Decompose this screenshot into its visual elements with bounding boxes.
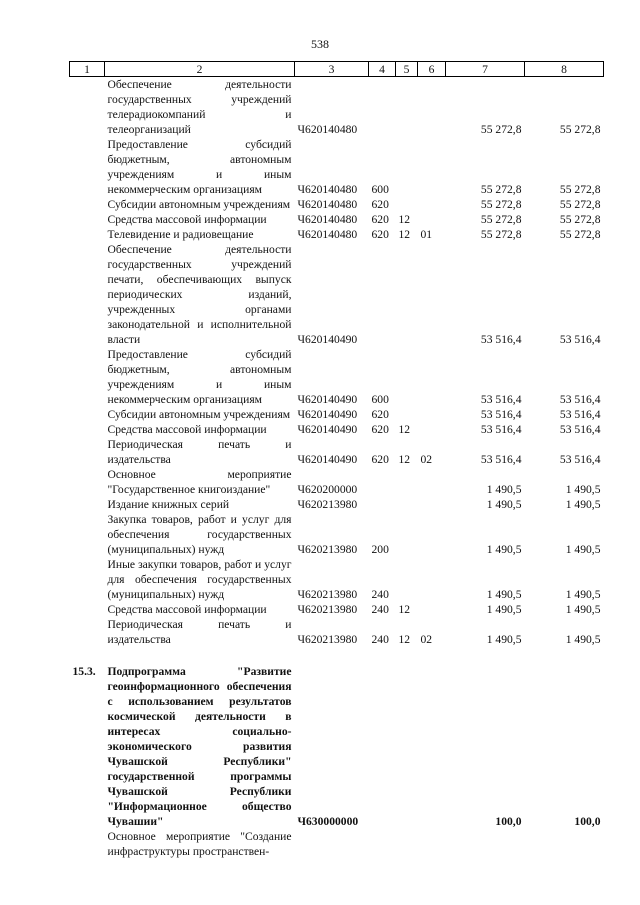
header-col-7: 7: [446, 62, 525, 77]
row-code: [295, 829, 369, 859]
table-row: [70, 512, 604, 557]
table-row: [70, 227, 604, 242]
table-row: [70, 197, 604, 212]
row-value-8: 53 516,4: [559, 453, 601, 466]
row-code: Ч630000000: [297, 815, 359, 828]
row-col-6: [418, 422, 446, 437]
row-col-5: [396, 197, 418, 212]
header-col-4: 4: [369, 62, 396, 77]
row-value-8: 1 490,5: [565, 603, 601, 616]
row-col-5: [396, 77, 418, 138]
row-col-6: [418, 242, 446, 347]
row-value-7: 1 490,5: [486, 498, 522, 511]
row-code: Ч620140480: [297, 213, 358, 226]
row-col-4: [369, 242, 396, 347]
row-code: Ч620200000: [297, 483, 358, 496]
row-col-5: 12: [398, 603, 411, 616]
table-row: [70, 664, 604, 829]
row-col-6: [418, 77, 446, 138]
row-number: [70, 437, 105, 467]
row-col-5: [396, 407, 418, 422]
row-number: [70, 829, 105, 859]
row-value-8: 53 516,4: [559, 333, 601, 346]
row-col-5: [396, 664, 418, 829]
table-row: [70, 77, 604, 138]
row-col-5: 12: [398, 423, 411, 436]
row-col-4: 240: [371, 603, 389, 616]
row-code: Ч620140490: [297, 393, 358, 406]
row-number: [70, 242, 105, 347]
row-code: Ч620213980: [297, 543, 358, 556]
row-col-5: [396, 829, 418, 859]
row-value-7: 55 272,8: [480, 123, 522, 136]
row-col-5: [396, 347, 418, 407]
row-col-4: [369, 829, 396, 859]
row-value-7: 53 516,4: [480, 453, 522, 466]
row-code: Ч620213980: [297, 588, 358, 601]
table-row: [70, 829, 604, 859]
row-number: [70, 422, 105, 437]
row-col-5: [396, 137, 418, 197]
row-code: Ч620140490: [297, 408, 358, 421]
header-col-6: 6: [418, 62, 446, 77]
row-name: Обеспечение деятельности государственных учреждений печати, обеспечивающих выпуск периодических изданий, учрежденных органами законодательной и исполнительной власти: [107, 243, 292, 346]
table-body: [70, 77, 604, 860]
spacer-cell: [70, 647, 604, 664]
row-col-4: 620: [371, 213, 389, 226]
row-col-5: [396, 512, 418, 557]
row-number: [70, 212, 105, 227]
header-col-1: 1: [70, 62, 105, 77]
row-name: Периодическая печать и издательства: [107, 618, 292, 646]
row-number: [70, 227, 105, 242]
row-col-6: [418, 197, 446, 212]
row-number: [70, 197, 105, 212]
row-value-8: 53 516,4: [559, 393, 601, 406]
row-name: Предоставление субсидий бюджетным, автономным учреждениям и иным некоммерческим организациям: [107, 138, 292, 196]
row-value-8: 53 516,4: [559, 423, 601, 436]
row-value-7: 55 272,8: [480, 198, 522, 211]
table-row: [70, 137, 604, 197]
table-row: [70, 437, 604, 467]
row-col-4: 600: [371, 183, 389, 196]
row-col-4: 620: [371, 228, 389, 241]
row-value-7: 55 272,8: [480, 228, 522, 241]
row-value-7: 55 272,8: [480, 213, 522, 226]
row-col-4: 240: [371, 588, 389, 601]
row-col-6: [418, 407, 446, 422]
row-name: Подпрограмма "Развитие геоинформационного обеспечения с использованием результатов космической деятельности в интересах социально-экономического развития Чувашской Республики" государственной программы Чувашской Республики "Информационное общество Чувашии": [107, 665, 292, 828]
row-value-8: 1 490,5: [565, 483, 601, 496]
row-name: Предоставление субсидий бюджетным, автономным учреждениям и иным некоммерческим организациям: [107, 348, 292, 406]
row-value-7: 53 516,4: [480, 408, 522, 421]
row-col-6: [418, 347, 446, 407]
row-col-5: 12: [398, 633, 411, 646]
row-col-4: [369, 664, 396, 829]
row-col-6: [418, 467, 446, 497]
row-number: [70, 617, 105, 647]
row-col-4: [369, 77, 396, 138]
row-col-5: 12: [398, 228, 411, 241]
row-col-5: [396, 242, 418, 347]
row-value-8: 1 490,5: [565, 543, 601, 556]
row-number: [70, 557, 105, 602]
row-col-4: 240: [371, 633, 389, 646]
row-value-7: 53 516,4: [480, 423, 522, 436]
table-row: [70, 557, 604, 602]
row-col-6: 02: [420, 453, 433, 466]
table-row: [70, 497, 604, 512]
row-number: 15.3.: [72, 665, 96, 678]
row-value-8: 55 272,8: [559, 183, 601, 196]
row-value-7: 53 516,4: [480, 393, 522, 406]
row-value-8: 55 272,8: [559, 198, 601, 211]
row-number: [70, 497, 105, 512]
row-code: Ч620140480: [297, 228, 358, 241]
row-name: Издание книжных серий: [107, 498, 230, 511]
row-col-4: 620: [371, 423, 389, 436]
header-col-3: 3: [295, 62, 369, 77]
row-name: Средства массовой информации: [107, 423, 267, 436]
row-name: Закупка товаров, работ и услуг для обеспечения государственных (муниципальных) нужд: [107, 513, 292, 556]
page-number: 538: [311, 37, 329, 51]
row-value-7: [446, 829, 525, 859]
table-row: [70, 617, 604, 647]
row-number: [70, 77, 105, 138]
row-col-5: [396, 497, 418, 512]
row-value-8: 1 490,5: [565, 588, 601, 601]
row-value-8: 100,0: [574, 815, 601, 828]
row-value-7: 55 272,8: [480, 183, 522, 196]
row-value-7: 1 490,5: [486, 588, 522, 601]
row-col-5: 12: [398, 453, 411, 466]
row-col-6: [418, 664, 446, 829]
row-col-4: [369, 497, 396, 512]
row-col-6: [418, 137, 446, 197]
row-name: Иные закупки товаров, работ и услуг для обеспечения государственных (муниципальных) нужд: [107, 558, 292, 601]
row-value-8: 55 272,8: [559, 228, 601, 241]
row-name: Средства массовой информации: [107, 213, 267, 226]
row-col-5: 12: [398, 213, 411, 226]
row-name: Субсидии автономным учреждениям: [107, 408, 291, 421]
table-row: [70, 467, 604, 497]
row-value-7: 1 490,5: [486, 603, 522, 616]
row-code: Ч620140480: [297, 198, 358, 211]
row-value-8: 55 272,8: [559, 123, 601, 136]
row-col-6: 01: [420, 228, 433, 241]
row-name: Телевидение и радиовещание: [107, 228, 254, 241]
spacer-row: [70, 647, 604, 664]
row-col-6: [418, 557, 446, 602]
row-value-8: 1 490,5: [565, 498, 601, 511]
budget-table: [69, 61, 604, 859]
row-number: [70, 347, 105, 407]
row-value-8: 55 272,8: [559, 213, 601, 226]
row-value-7: 100,0: [495, 815, 522, 828]
row-name: Субсидии автономным учреждениям: [107, 198, 291, 211]
row-col-5: [396, 467, 418, 497]
row-code: Ч620213980: [297, 633, 358, 646]
table-row: [70, 422, 604, 437]
row-number: [70, 467, 105, 497]
row-number: [70, 137, 105, 197]
row-code: Ч620213980: [297, 603, 358, 616]
row-value-8: [525, 829, 604, 859]
row-col-4: 620: [371, 408, 389, 421]
row-code: Ч620140490: [297, 333, 358, 346]
row-name: Периодическая печать и издательства: [107, 438, 292, 466]
row-number: [70, 512, 105, 557]
row-col-4: 620: [371, 198, 389, 211]
table-header-row: [70, 62, 604, 77]
row-code: Ч620140480: [297, 123, 358, 136]
row-col-6: [418, 829, 446, 859]
row-code: Ч620213980: [297, 498, 358, 511]
row-name: Основное мероприятие "Государственное книгоиздание": [107, 468, 292, 496]
row-value-7: 1 490,5: [486, 543, 522, 556]
row-col-6: [418, 512, 446, 557]
row-code: Ч620140480: [297, 183, 358, 196]
header-col-2: 2: [105, 62, 295, 77]
header-col-5: 5: [396, 62, 418, 77]
table-row: [70, 242, 604, 347]
row-col-6: [418, 212, 446, 227]
row-name: Основное мероприятие "Создание инфраструктуры пространствен-: [107, 830, 292, 858]
row-col-4: [369, 467, 396, 497]
row-value-8: 1 490,5: [565, 633, 601, 646]
table-row: [70, 602, 604, 617]
row-col-6: [418, 497, 446, 512]
row-value-7: 53 516,4: [480, 333, 522, 346]
table-row: [70, 407, 604, 422]
table-row: [70, 347, 604, 407]
row-value-7: 1 490,5: [486, 633, 522, 646]
row-name: Средства массовой информации: [107, 603, 267, 616]
row-col-6: 02: [420, 633, 433, 646]
header-col-8: 8: [525, 62, 604, 77]
row-code: Ч620140490: [297, 453, 358, 466]
row-number: [70, 602, 105, 617]
row-name: Обеспечение деятельности государственных учреждений телерадиокомпаний и телеорганизаций: [107, 78, 292, 136]
row-number: [70, 407, 105, 422]
row-col-6: [418, 602, 446, 617]
table-row: [70, 212, 604, 227]
row-col-5: [396, 557, 418, 602]
row-col-4: 200: [371, 543, 389, 556]
row-value-7: 1 490,5: [486, 483, 522, 496]
row-value-8: 53 516,4: [559, 408, 601, 421]
row-code: Ч620140490: [297, 423, 358, 436]
row-col-4: 600: [371, 393, 389, 406]
row-col-4: 620: [371, 453, 389, 466]
